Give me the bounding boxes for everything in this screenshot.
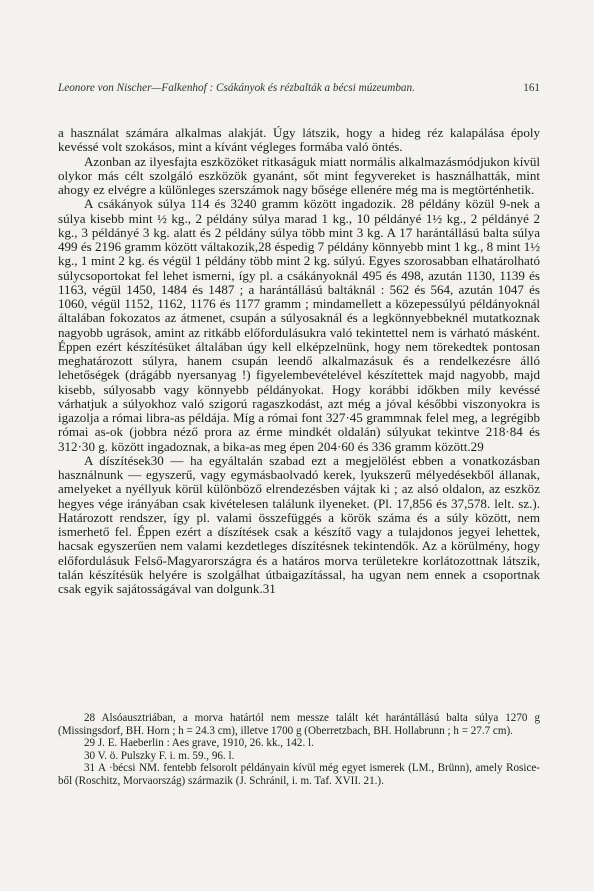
body-text xyxy=(58,126,540,596)
page-number: 161 xyxy=(523,82,540,94)
paragraph: a használat számára alkalmas alakját. Úgy látszik, hogy a hideg réz kalapálása époly kevéssé volt szokásos, mint a kívánt végleges formába való öntés. xyxy=(58,125,540,155)
paragraph: Azonban az ilyesfajta eszközöket ritkaságuk miatt normális alkalmazásmódjukon kívül olykor más célt szolgáló eszközök gyanánt, sőt mint fegyvereket is használhatták, mint ahogy ez elvégre a különleges szerszámok nagy bősége ellenére még ma is megtörténhetik. xyxy=(58,153,540,197)
paragraph: A csákányok súlya 114 és 3240 gramm között ingadozik. 28 példány közül 9-nek a súlya kisebb mint ½ kg., 2 példány súlya marad 1 kg., 10 példányé 1½ kg., 2 példányé 2 kg., 3 példányé 3 kg. alatt és 2 példány súlya több mint 3 kg. A 17 harántállású balta súlya 499 és 2196 gramm között váltakozik,28 éspedig 7 példány könnyebb mint 1 kg., 8 mint 1½ kg., 1 mint 2 kg. és végül 1 példány több mint 2 kg. súlyú. Egyes szorosabban elhatárolható súlycsoportokat fel lehet ismerni, így pl. a csákányoknál 495 és 498, azután 1130, 1139 és 1163, végül 1450, 1484 és 1487 ; a harántállású baltáknál : 562 és 564, azután 1047 és 1060, végül 1152, 1162, 1176 és 1177 gramm ; mindamellett a közepessúlyú példányoknál általában fokozatos az átmenet, csupán a súlyosaknál és a legkönnyebbeknél mutatkoznak nagyobb ugrások, amint az ritkább előfordulásukra való tekintettel nem is várható másként. Éppen ezért készítésüket általában úgy kell elképzelnünk, hogy nem törekedtek pontosan meghatározott súlyra, hanem csupán leendő alkalmazásuk és a rendelkezésre álló lehetőségek (drágább nyersanyag !) figyelembevételével készítettek majd nagyobb, majd kisebb, súlyosabb vagy könnyebb példányokat. Hogy korábbi időkben mily kevéssé várhatjuk a súlyokhoz való szigorú ragaszkodást, azt még a jóval későbbi viszonyokra is igazolja a római libra-as példája. Míg a római font 327·45 grammnak felel meg, a legrégibb római as-ok (jobbra néző prora az érme mindkét oldalán) súlyukat tekintve 218·84 és 312·30 g. között ingadoznak, a bika-as meg épen 204·60 és 336 gramm között.29 xyxy=(58,196,540,454)
footnote: 31 A ·bécsi NM. fentebb felsorolt példányain kívül még egyet ismerek (LM., Brünn), amely Rosice-ből (Roschitz, Morvaország) származik (J. Schránil, i. m. Taf. XVII. 21.). xyxy=(58,762,540,787)
footnote: 30 V. ö. Pulszky F. i. m. 59., 96. l. xyxy=(84,749,235,762)
running-title: Leonore von Nischer—Falkenhof : Csákányok és rézbalták a bécsi múzeumban. xyxy=(58,82,415,94)
running-header xyxy=(58,82,540,94)
paragraph: A díszítések30 — ha egyáltalán szabad ezt a megjelölést ebben a vonatkozásban használnunk — egyszerű, vagy egymásbaolvadó kerek, lyukszerű mélyedésekből állanak, amelyeket a nyéllyuk körül különböző elrendezésben vájtak ki ; az alsó oldalon, az eszköz hegyes vége irányában csak kivételesen találunk ilyeneket. (Pl. 17,856 és 37,578. lelt. sz.). Határozott rendszer, így pl. valami összefüggés a körök száma és a súly között, nem ismerhető fel. Éppen ezért a díszítések csak a készítő vagy a tulajdonos jegyei lehettek, hacsak egyszerűen nem valami kezdetleges díszítésnek tekintendők. Az a körülmény, hogy előfordulásuk Felső-Magyarországra és a határos morva területekre korlátozottnak látszik, talán készítésük helyére is szolgálhat útbaigazítással, ha ugyan nem ennek a csoportnak csak egyik sajátosságával van dolgunk.31 xyxy=(58,452,540,596)
footnote: 29 J. E. Haeberlin : Aes grave, 1910, 26. kk., 142. l. xyxy=(84,737,314,749)
footnote: 28 Alsóausztriában, a morva határtól nem messze talált két harántállású balta súlya 1270 g (Missingsdorf, BH. Horn ; h = 24.3 cm), illetve 1700 g (Oberretzbach, BH. Hollabrunn ; h = 27.7 cm). xyxy=(58,712,540,737)
footnotes xyxy=(58,712,540,787)
